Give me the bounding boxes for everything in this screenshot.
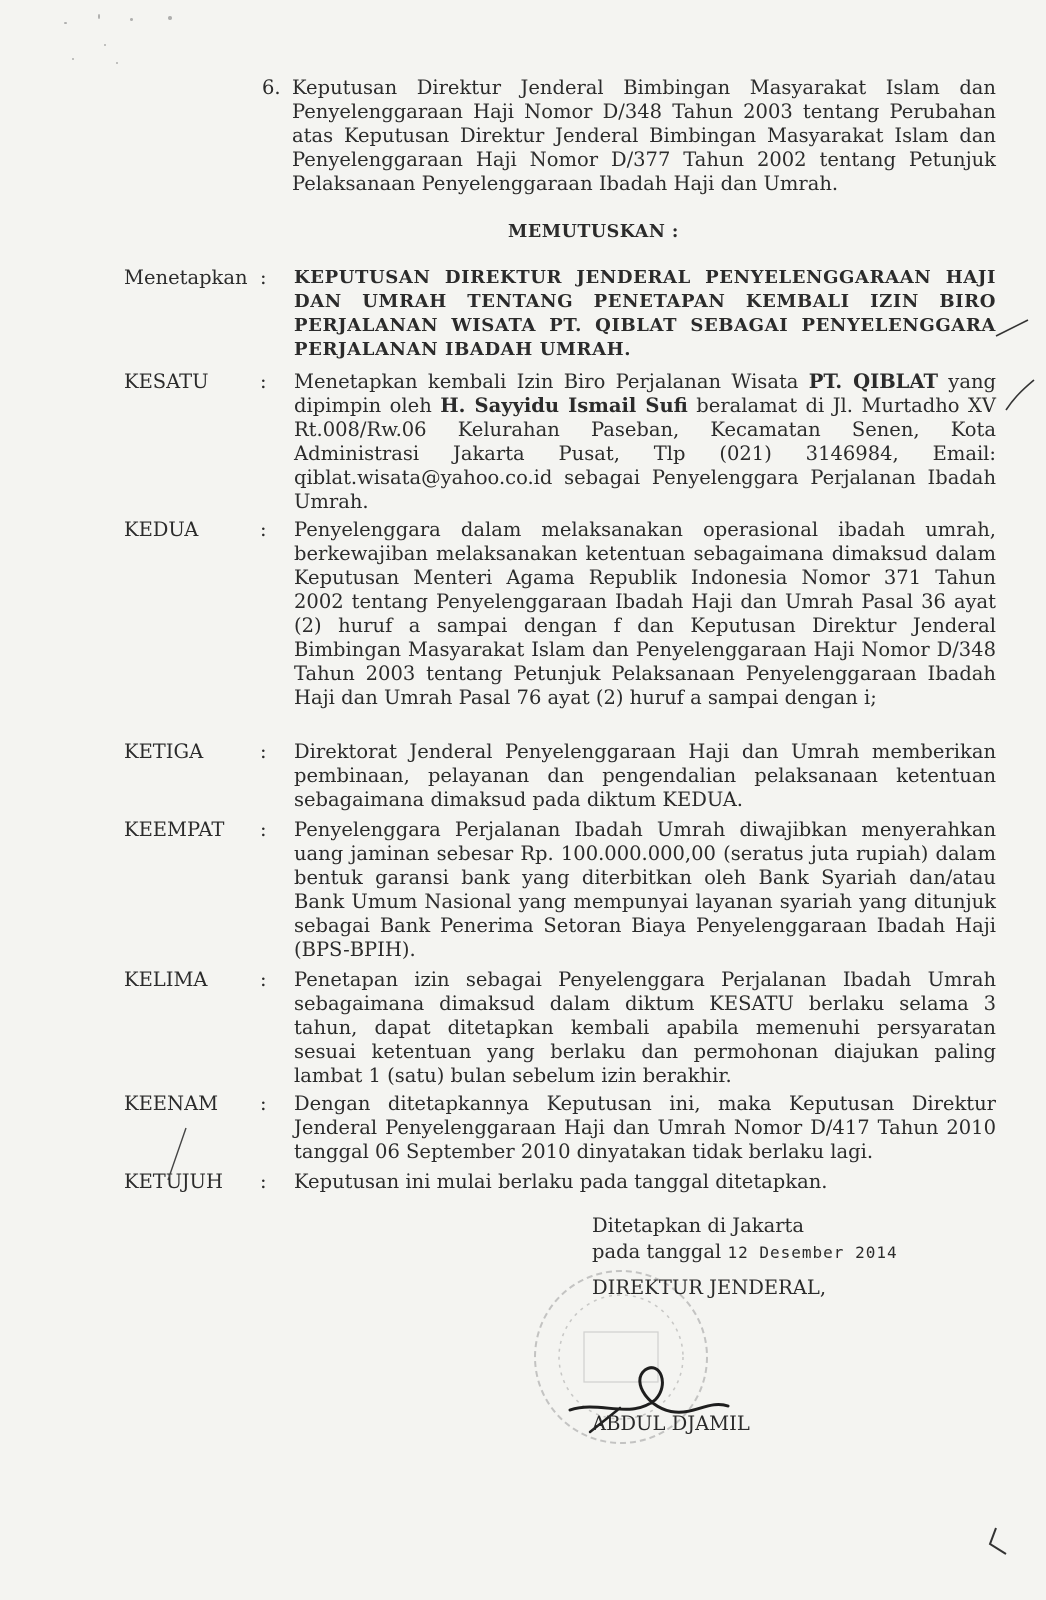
row-text: Penyelenggara dalam melaksanakan operasional ibadah umrah, berkewajiban melaksanakan ketentuan sebagaimana dimaksud dalam Keputusan Menteri Agama Republik Indonesia Nomor 371 Tahun 2002 tentang Penyelenggaraan Ibadah Haji dan Umrah Pasal 36 ayat (2) huruf a sampai dengan f dan Keputusan Direktur Jenderal Bimbingan Masyarakat Islam dan Penyelenggaraan Haji Nomor D/348 Tahun 2003 tentang Petunjuk Pelaksanaan Penyelenggaraan Ibadah Haji dan Umrah Pasal 76 ayat (2) huruf a sampai dengan i;	[294, 518, 996, 709]
consideration-item-6	[262, 76, 996, 196]
item-text: Keputusan Direktur Jenderal Bimbingan Masyarakat Islam dan Penyelenggaraan Haji Nomor D/348 Tahun 2003 tentang Perubahan atas Keputusan Direktur Jenderal Bimbingan Masyarakat Islam dan Penyelenggaraan Haji Nomor D/377 Tahun 2002 tentang Petunjuk Pelaksanaan Penyelenggaraan Ibadah Haji dan Umrah.	[292, 76, 996, 195]
scan-speck	[64, 22, 67, 24]
row-label: KETUJUH	[124, 1170, 223, 1193]
row-colon: :	[260, 1092, 267, 1115]
row-colon: :	[260, 740, 267, 763]
scan-speck	[130, 18, 133, 21]
row-text-part: yang dipimpin oleh	[294, 370, 996, 417]
row-label: KEENAM	[124, 1092, 219, 1115]
signature-title: DIREKTUR JENDERAL,	[592, 1276, 827, 1299]
row-text: Penetapan izin sebagai Penyelenggara Perjalanan Ibadah Umrah sebagaimana dimaksud dalam diktum KESATU berlaku selama 3 tahun, dapat ditetapkan kembali apabila memenuhi persyaratan sesuai ketentuan yang berlaku dan permohonan diajukan paling lambat 1 (satu) bulan sebelum izin berakhir.	[294, 968, 996, 1087]
signature-date-prefix: pada tanggal	[592, 1240, 728, 1263]
row-label: KESATU	[124, 370, 209, 393]
scan-speck	[168, 16, 172, 20]
row-label: KEEMPAT	[124, 818, 225, 841]
row-text: Keputusan ini mulai berlaku pada tanggal ditetapkan.	[294, 1170, 828, 1193]
signature-date: 12 Desember 2014	[727, 1243, 898, 1262]
signatory-name: ABDUL DJAMIL	[592, 1412, 750, 1435]
row-text-part: beralamat di Jl. Murtadho XV Rt.008/Rw.06 Kelurahan Paseban, Kecamatan Senen, Kota Administrasi Jakarta Pusat, Tlp (021) 3146984, Email: qiblat.wisata@yahoo.co.id sebagai Penyelenggara Perjalanan Ibadah Umrah.	[294, 394, 996, 513]
item-number: 6.	[262, 76, 281, 99]
row-colon: :	[260, 818, 267, 841]
row-text	[294, 370, 996, 514]
row-label: Menetapkan	[124, 266, 248, 289]
decision-heading: MEMUTUSKAN :	[508, 222, 679, 242]
row-colon: :	[260, 266, 267, 289]
row-colon: :	[260, 1170, 267, 1193]
row-text-part: Menetapkan kembali Izin Biro Perjalanan Wisata	[294, 370, 809, 393]
row-label: KELIMA	[124, 968, 208, 991]
row-colon: :	[260, 370, 267, 393]
margin-initial-icon	[1000, 376, 1040, 416]
row-text: Direktorat Jenderal Penyelenggaraan Haji dan Umrah memberikan pembinaan, pelayanan dan pengendalian pelaksanaan ketentuan sebagaimana dimaksud pada diktum KEDUA.	[294, 740, 996, 811]
row-colon: :	[260, 518, 267, 541]
company-name: PT. QIBLAT	[808, 370, 938, 393]
row-label: KEDUA	[124, 518, 199, 541]
row-text: Dengan ditetapkannya Keputusan ini, maka Keputusan Direktur Jenderal Penyelenggaraan Haji dan Umrah Nomor D/417 Tahun 2010 tanggal 06 September 2010 dinyatakan tidak berlaku lagi.	[294, 1092, 996, 1163]
margin-initial-icon	[976, 1524, 1016, 1560]
scan-speck	[104, 44, 106, 46]
scan-speck	[98, 14, 100, 19]
scan-speck	[116, 62, 118, 64]
signature-place: Ditetapkan di Jakarta	[592, 1214, 804, 1237]
row-text: Penyelenggara Perjalanan Ibadah Umrah diwajibkan menyerahkan uang jaminan sebesar Rp. 100.000.000,00 (seratus juta rupiah) dalam bentuk garansi bank yang diterbitkan oleh Bank Syariah dan/atau Bank Umum Nasional yang mempunyai layanan syariah yang ditunjuk sebagai Bank Penerima Setoran Biaya Penyelenggaraan Ibadah Haji (BPS-BPIH).	[294, 818, 996, 961]
margin-initial-icon	[158, 1124, 194, 1184]
leader-name: H. Sayyidu Ismail Sufi	[440, 394, 688, 417]
decision-title: KEPUTUSAN DIREKTUR JENDERAL PENYELENGGARAAN HAJI DAN UMRAH TENTANG PENETAPAN KEMBALI IZIN BIRO PERJALANAN WISATA PT. QIBLAT SEBAGAI PENYELENGGARA PERJALANAN IBADAH UMRAH.	[294, 267, 996, 360]
row-colon: :	[260, 968, 267, 991]
row-label: KETIGA	[124, 740, 204, 763]
scan-speck	[72, 58, 74, 60]
margin-initial-icon	[992, 312, 1032, 342]
